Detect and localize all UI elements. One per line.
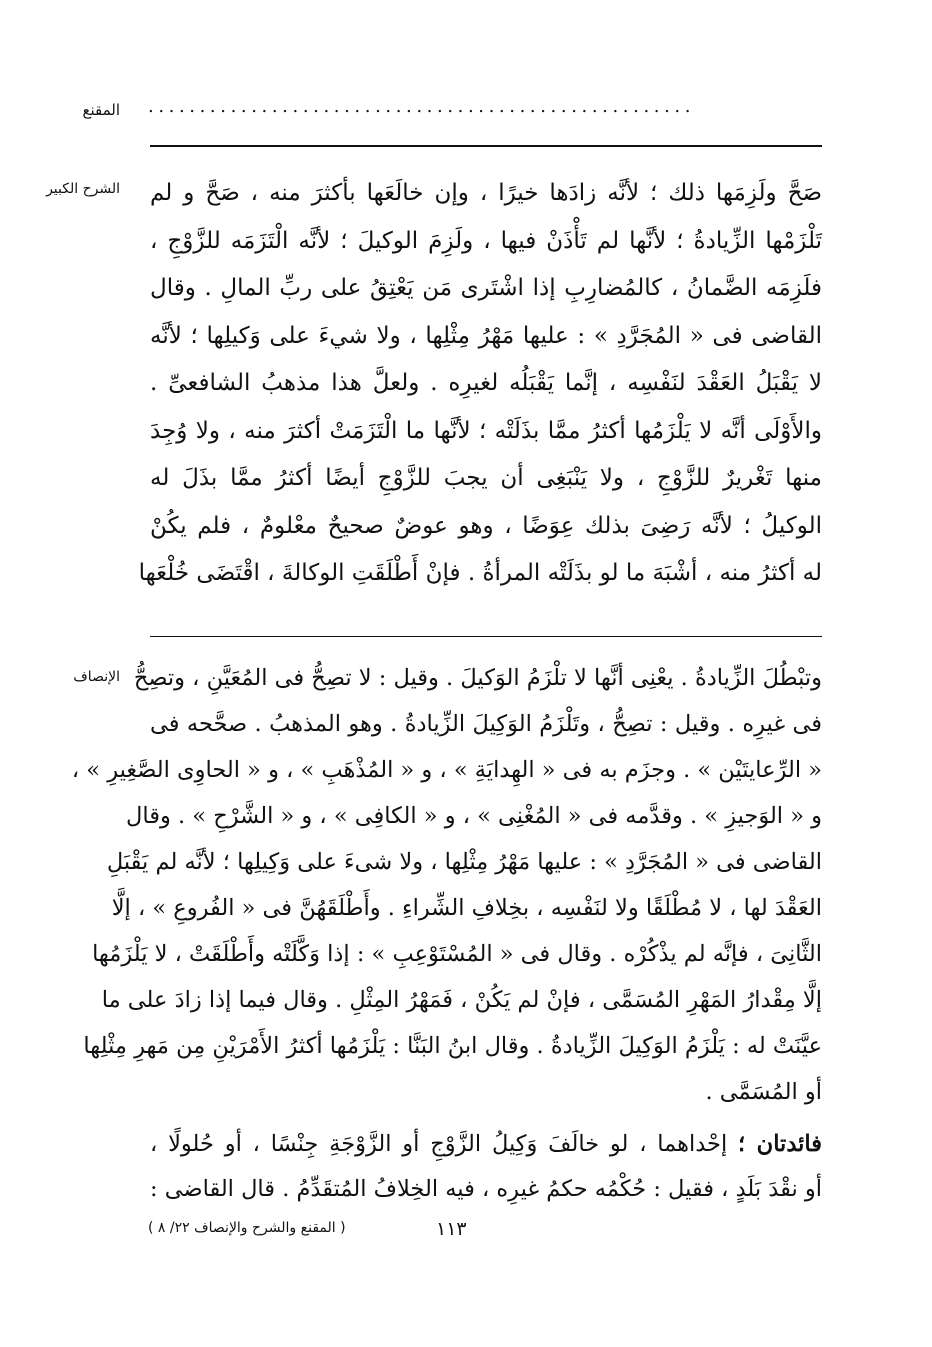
sharh-line: القاضى فى « المُجَرَّدِ » : عليها مَهْرُ مِثْلِها ، ولا شيءَ على وَكيلِها ؛ لأنَّه	[150, 322, 822, 349]
sharh-line: له أكثرُ منه ، أشْبَهَ ما لو بذَلَتْه المرأةُ . فإنْ أَطْلَقَتِ الوكالةَ ، اقْتَضَى خُلْعَها	[138, 560, 822, 586]
sharh-line: صَحَّ ولَزِمَها ذلك ؛ لأنَّه زادَها خيرًا ، وإن خالَعَها بأكثرَ منه ، صَحَّ و لم	[150, 180, 822, 206]
header-title: المقنع	[82, 101, 120, 119]
fawaid-text	[150, 1122, 822, 1212]
insaf-line: وتبْطُلَ الزِّيادةُ . يعْنِى أنَّها لا تلْزَمُ الوَكيلَ . وقيل : لا تصِحُّ فى المُعَيَّنِ ، وتصِحُّ	[133, 665, 822, 691]
header-dot-leader: .....................................................	[148, 96, 696, 117]
insaf-section-label: الإنصاف	[73, 669, 120, 685]
insaf-line: الثَّانِىَ ، فإنَّه لم يذْكُرْه . وقال فى « المُسْتَوْعِبِ » : إذا وَكَّلَتْه وأَطْلَقَتْ ، لا يَلْزَمُها	[92, 941, 822, 967]
insaf-line: إلَّا مِقْدارُ المَهْرِ المُسَمَّى ، فإنْ لم يَكُنْ ، فَمَهْرُ المِثْلِ . وقال فيما إذا زادَ على ما	[101, 987, 822, 1013]
sharh-line: الوكيلُ ؛ لأنَّه رَضِىَ بذلك عِوَضًا ، وهو عوضٌ صحيحٌ معْلومٌ ، فلم يكُنْ	[150, 512, 822, 539]
sharh-line: فلَزِمَه الضَّمانُ ، كالمُضارِبِ إذا اشْتَرى مَن يَعْتِقُ على ربِّ المالِ . وقال	[150, 275, 822, 301]
sharh-section-label: الشرح الكبير	[46, 181, 120, 197]
section-divider	[150, 636, 822, 637]
sharh-line: لا يَقْبَلُ العَقْدَ لنَفْسِه ، إنَّما يَقْبَلُه لغيرِه . ولعلَّ هذا مذهبُ الشافعىِّ .	[150, 370, 822, 396]
insaf-line: عيَّنَتْ له : يَلْزَمُ الوَكِيلَ الزِّيادةُ . وقال ابنُ البَنَّا : يَلْزَمُها أكثرُ الأَمْرَيْنِ مِن مَهرِ مِثْلِها	[83, 1033, 822, 1059]
insaf-line: العَقْدَ لها ، لا مُطْلَقًا ولا لنَفْسِه ، بخِلافِ الشِّراءِ . وأَطْلَقَهُنَّ فى « الفُروعِ » ، إلَّا	[111, 895, 822, 921]
insaf-line: القاضى فى « المُجَرَّدِ » : عليها مَهْرُ مِثْلِها ، ولا شىءَ على وَكِيلِها ؛ لأنَّه لم يَقْبَلِ	[106, 849, 822, 875]
fawaid-line	[150, 1122, 822, 1167]
fawaid-line: أو نقْدَ بَلَدٍ ، فقيل : حُكْمُه حكمُ غيرِه ، فيه الخِلافُ المُتقَدِّمُ . قال القاضى :	[150, 1176, 822, 1202]
sharh-line: تَلْزَمْها الزِّيادةُ ؛ لأنَّها لم تَأْذَنْ فيها ، ولَزِمَ الوكيلَ ؛ لأنَّه الْتَزَمَه للزَّوْجِ ،	[150, 227, 822, 254]
fawaid-line-rest: إحْداهما ، لو خالَفَ وَكِيلُ الزَّوْجِ أو الزَّوْجَةِ جِنْسًا ، أو حُلولًا ،	[150, 1131, 739, 1157]
insaf-line: أو المُسَمَّى .	[705, 1079, 822, 1105]
insaf-line: « الرِّعايتَيْن » . وجزَم به فى « الهِدايَةِ » ، و « المُذْهَبِ » ، و « الحاوِى الصَّغِيرِ » ،	[71, 757, 822, 783]
footer-volume-reference: ( المقنع والشرح والإنصاف ٢٢/ ٨ )	[148, 1220, 346, 1236]
sharh-text	[138, 170, 822, 598]
insaf-line: و « الوَجيزِ » . وقدَّمه فى « المُغْنِى » ، و « الكافِى » ، و « الشَّرْحِ » . وقال	[126, 803, 822, 829]
insaf-line: فى غيرِه . وقيل : تصِحُّ ، وتَلْزَمُ الوَكِيلَ الزِّيادةُ . وهو المذهبُ . صحَّحه فى	[150, 711, 822, 737]
fawaid-heading: فائدتان ؛	[738, 1131, 823, 1157]
page-number: ١١٣	[436, 1218, 467, 1240]
header-rule	[150, 145, 822, 147]
sharh-line: والأَوْلَى أنَّه لا يَلْزَمُها أكثرُ ممَّا بذَلَتْه ؛ لأنَّها ما الْتَزَمَتْ أكثرَ منه ، ولا وُجِدَ	[150, 417, 822, 444]
sharh-line: منها تَغْريرٌ للزَّوْجِ ، ولا يَنْبَغِى أن يجبَ للزَّوْجِ أيضًا أكثرُ ممَّا بذَلَ له	[150, 465, 822, 491]
